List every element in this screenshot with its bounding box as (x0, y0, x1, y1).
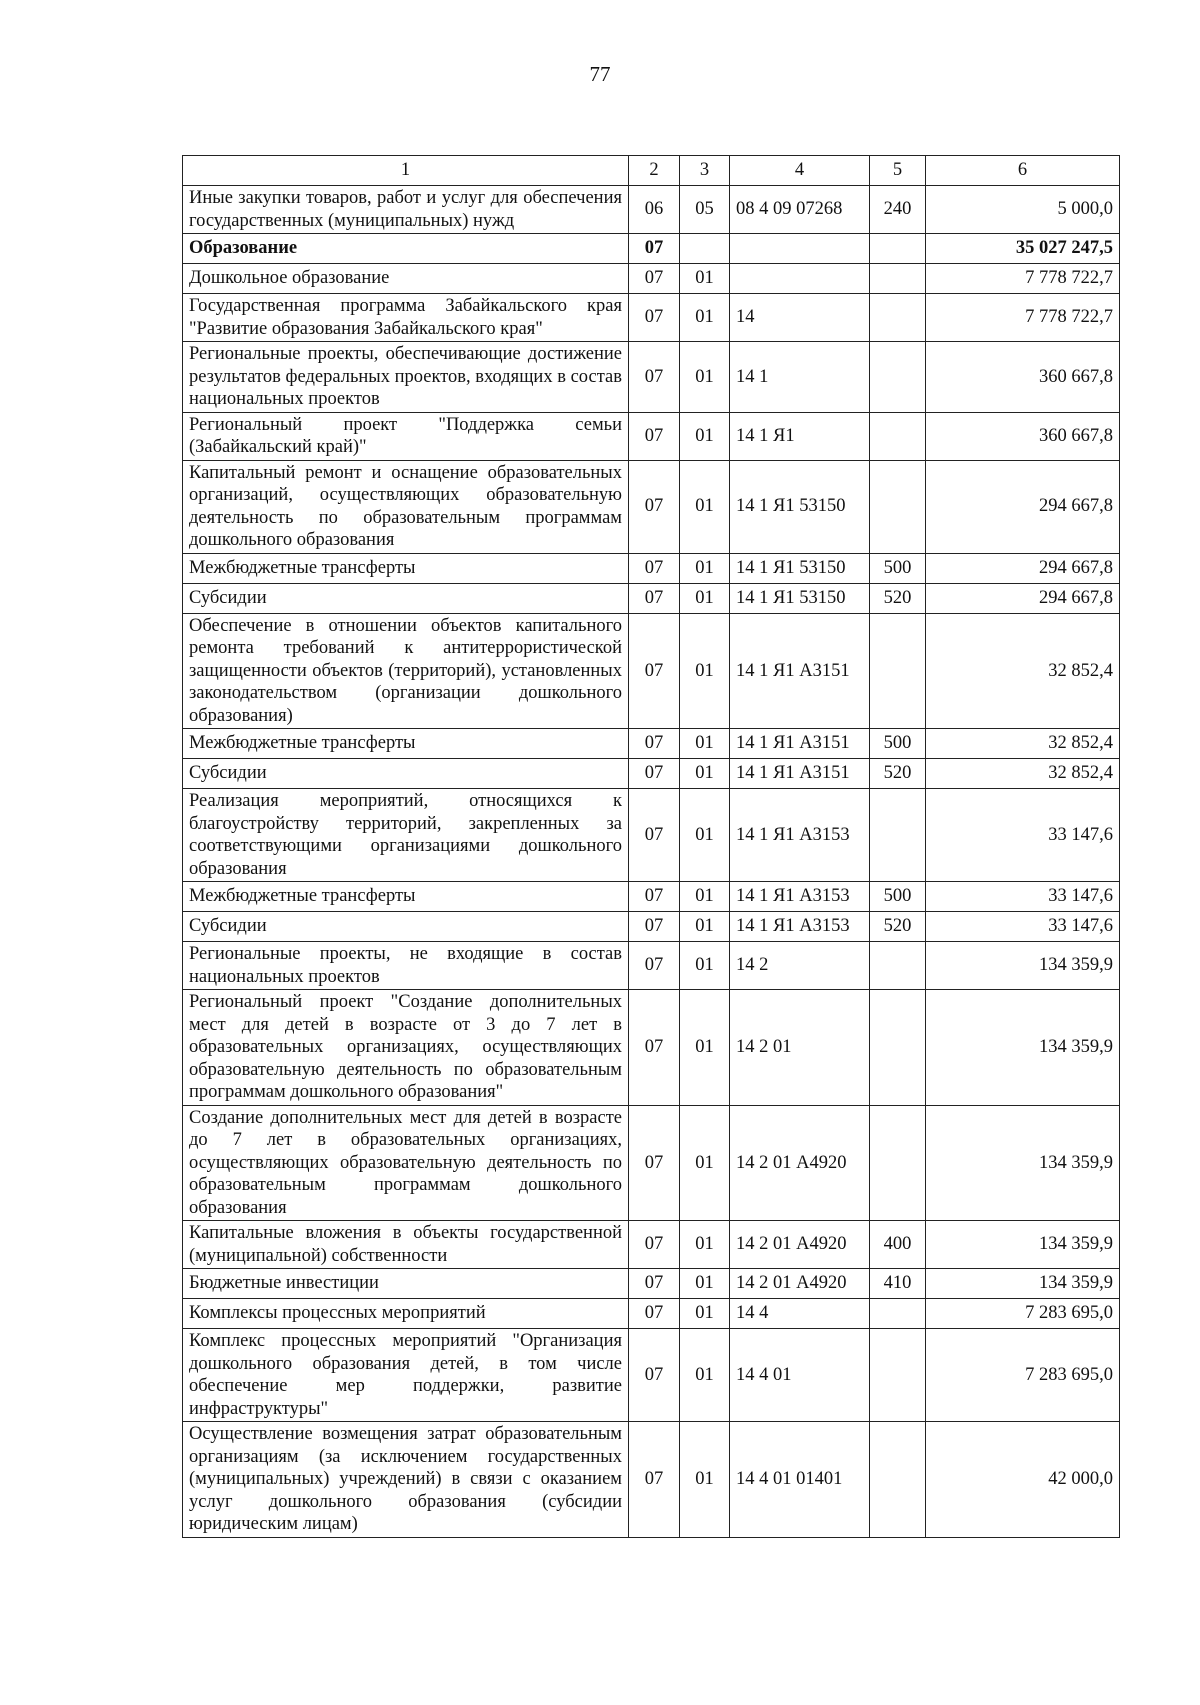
row-subsection (680, 234, 730, 264)
table-row (183, 583, 1120, 613)
row-name: Межбюджетные трансферты (183, 553, 629, 583)
row-expense-type (870, 613, 926, 729)
row-amount: 42 000,0 (926, 1422, 1120, 1538)
row-subsection: 01 (680, 759, 730, 789)
row-expense-type: 500 (870, 553, 926, 583)
header-row (183, 156, 1120, 186)
table-row (183, 1299, 1120, 1329)
row-section: 07 (629, 1329, 680, 1422)
row-section: 07 (629, 1105, 680, 1221)
row-subsection: 01 (680, 882, 730, 912)
row-expense-type: 520 (870, 759, 926, 789)
row-subsection: 01 (680, 294, 730, 342)
header-col-2: 2 (629, 156, 680, 186)
table-row (183, 412, 1120, 460)
row-target-code: 14 4 01 01401 (730, 1422, 870, 1538)
row-target-code: 14 1 Я1 А3153 (730, 789, 870, 882)
row-amount: 7 778 722,7 (926, 294, 1120, 342)
row-expense-type (870, 990, 926, 1106)
row-section: 07 (629, 1299, 680, 1329)
row-subsection: 01 (680, 942, 730, 990)
table-row (183, 264, 1120, 294)
row-name: Региональные проекты, не входящие в состав национальных проектов (183, 942, 629, 990)
row-target-code: 08 4 09 07268 (730, 186, 870, 234)
row-section: 07 (629, 553, 680, 583)
row-amount: 7 283 695,0 (926, 1299, 1120, 1329)
row-name: Обеспечение в отношении объектов капитального ремонта требований к антитеррористической защищенности объектов (территорий), установленных законодательством (организации дошкольного образования) (183, 613, 629, 729)
row-section: 07 (629, 1269, 680, 1299)
row-subsection: 01 (680, 583, 730, 613)
row-expense-type (870, 1299, 926, 1329)
row-target-code: 14 1 Я1 53150 (730, 583, 870, 613)
row-section: 07 (629, 1221, 680, 1269)
header-col-4: 4 (730, 156, 870, 186)
row-name: Образование (183, 234, 629, 264)
table-row (183, 912, 1120, 942)
row-target-code: 14 4 (730, 1299, 870, 1329)
row-expense-type: 410 (870, 1269, 926, 1299)
table-row (183, 759, 1120, 789)
row-section: 07 (629, 942, 680, 990)
row-name: Региональный проект "Поддержка семьи (Забайкальский край)" (183, 412, 629, 460)
budget-table (182, 155, 1120, 1538)
table-row (183, 1269, 1120, 1299)
row-section: 07 (629, 1422, 680, 1538)
row-name: Субсидии (183, 759, 629, 789)
header-col-6: 6 (926, 156, 1120, 186)
page-number: 77 (589, 62, 611, 86)
row-name: Межбюджетные трансферты (183, 729, 629, 759)
table-row (183, 1422, 1120, 1538)
row-section: 07 (629, 342, 680, 413)
row-expense-type (870, 234, 926, 264)
row-target-code: 14 1 Я1 53150 (730, 460, 870, 553)
row-subsection: 01 (680, 1269, 730, 1299)
table-row (183, 342, 1120, 413)
row-expense-type (870, 264, 926, 294)
row-subsection: 05 (680, 186, 730, 234)
row-target-code: 14 2 (730, 942, 870, 990)
row-section: 07 (629, 789, 680, 882)
row-name: Государственная программа Забайкальского края "Развитие образования Забайкальского края" (183, 294, 629, 342)
row-expense-type (870, 1329, 926, 1422)
row-amount: 134 359,9 (926, 942, 1120, 990)
row-target-code: 14 1 Я1 А3151 (730, 613, 870, 729)
row-amount: 360 667,8 (926, 342, 1120, 413)
row-amount: 33 147,6 (926, 789, 1120, 882)
row-target-code: 14 1 Я1 А3151 (730, 729, 870, 759)
row-expense-type (870, 342, 926, 413)
row-target-code: 14 1 Я1 А3153 (730, 882, 870, 912)
row-name: Бюджетные инвестиции (183, 1269, 629, 1299)
table-row (183, 990, 1120, 1106)
row-target-code: 14 2 01 А4920 (730, 1269, 870, 1299)
row-name: Субсидии (183, 583, 629, 613)
row-expense-type (870, 789, 926, 882)
row-target-code: 14 4 01 (730, 1329, 870, 1422)
table-row (183, 186, 1120, 234)
table-row (183, 882, 1120, 912)
table-row (183, 613, 1120, 729)
row-amount: 32 852,4 (926, 729, 1120, 759)
row-subsection: 01 (680, 342, 730, 413)
row-section: 07 (629, 729, 680, 759)
row-section: 07 (629, 912, 680, 942)
row-target-code: 14 1 Я1 А3153 (730, 912, 870, 942)
row-name: Субсидии (183, 912, 629, 942)
table-row (183, 942, 1120, 990)
row-amount: 134 359,9 (926, 990, 1120, 1106)
row-target-code (730, 264, 870, 294)
table-row (183, 729, 1120, 759)
row-name: Реализация мероприятий, относящихся к благоустройству территорий, закрепленных за соответствующими организациями дошкольного образования (183, 789, 629, 882)
row-amount: 134 359,9 (926, 1269, 1120, 1299)
row-expense-type: 500 (870, 882, 926, 912)
row-section: 07 (629, 264, 680, 294)
row-subsection: 01 (680, 912, 730, 942)
table-row (183, 1221, 1120, 1269)
row-section: 07 (629, 234, 680, 264)
row-subsection: 01 (680, 264, 730, 294)
row-amount: 5 000,0 (926, 186, 1120, 234)
row-name: Капитальный ремонт и оснащение образовательных организаций, осуществляющих образовательную деятельность по образовательным программам дошкольного образования (183, 460, 629, 553)
row-name: Капитальные вложения в объекты государственной (муниципальной) собственности (183, 1221, 629, 1269)
row-subsection: 01 (680, 460, 730, 553)
row-section: 07 (629, 294, 680, 342)
row-amount: 360 667,8 (926, 412, 1120, 460)
row-amount: 134 359,9 (926, 1221, 1120, 1269)
row-subsection: 01 (680, 553, 730, 583)
row-section: 07 (629, 990, 680, 1106)
table-row (183, 553, 1120, 583)
row-subsection: 01 (680, 990, 730, 1106)
row-amount: 32 852,4 (926, 759, 1120, 789)
row-name: Иные закупки товаров, работ и услуг для обеспечения государственных (муниципальных) нужд (183, 186, 629, 234)
row-target-code: 14 2 01 (730, 990, 870, 1106)
row-name: Комплексы процессных мероприятий (183, 1299, 629, 1329)
row-target-code (730, 234, 870, 264)
row-expense-type: 400 (870, 1221, 926, 1269)
row-amount: 294 667,8 (926, 553, 1120, 583)
row-expense-type: 520 (870, 912, 926, 942)
header-col-1: 1 (183, 156, 629, 186)
row-name: Дошкольное образование (183, 264, 629, 294)
row-expense-type: 520 (870, 583, 926, 613)
row-amount: 294 667,8 (926, 583, 1120, 613)
row-subsection: 01 (680, 789, 730, 882)
row-subsection: 01 (680, 613, 730, 729)
row-amount: 7 778 722,7 (926, 264, 1120, 294)
table-row (183, 294, 1120, 342)
row-expense-type (870, 460, 926, 553)
row-expense-type (870, 412, 926, 460)
row-section: 07 (629, 759, 680, 789)
row-subsection: 01 (680, 729, 730, 759)
row-expense-type: 240 (870, 186, 926, 234)
row-target-code: 14 1 Я1 53150 (730, 553, 870, 583)
header-col-3: 3 (680, 156, 730, 186)
row-target-code: 14 1 Я1 (730, 412, 870, 460)
row-target-code: 14 2 01 А4920 (730, 1221, 870, 1269)
row-section: 07 (629, 882, 680, 912)
row-name: Региональный проект "Создание дополнительных мест для детей в возрасте от 3 до 7 лет в образовательных организациях, осуществляющих образовательную деятельность по образовательным программам дошкольного образования" (183, 990, 629, 1106)
row-expense-type (870, 1105, 926, 1221)
row-name: Осуществление возмещения затрат образовательным организациям (за исключением государственных (муниципальных) учреждений) в связи с оказанием услуг дошкольного образования (субсидии юридическим лицам) (183, 1422, 629, 1538)
row-amount: 7 283 695,0 (926, 1329, 1120, 1422)
row-expense-type (870, 1422, 926, 1538)
row-amount: 134 359,9 (926, 1105, 1120, 1221)
row-section: 07 (629, 613, 680, 729)
row-section: 07 (629, 460, 680, 553)
row-amount: 35 027 247,5 (926, 234, 1120, 264)
row-subsection: 01 (680, 1299, 730, 1329)
row-subsection: 01 (680, 1105, 730, 1221)
row-name: Региональные проекты, обеспечивающие достижение результатов федеральных проектов, входящих в состав национальных проектов (183, 342, 629, 413)
row-target-code: 14 (730, 294, 870, 342)
table-row (183, 789, 1120, 882)
row-section: 06 (629, 186, 680, 234)
table-row (183, 1105, 1120, 1221)
row-expense-type (870, 942, 926, 990)
table-row (183, 234, 1120, 264)
row-target-code: 14 1 Я1 А3151 (730, 759, 870, 789)
row-name: Межбюджетные трансферты (183, 882, 629, 912)
header-col-5: 5 (870, 156, 926, 186)
row-subsection: 01 (680, 412, 730, 460)
row-target-code: 14 1 (730, 342, 870, 413)
table-row (183, 1329, 1120, 1422)
row-amount: 32 852,4 (926, 613, 1120, 729)
table-row (183, 460, 1120, 553)
row-subsection: 01 (680, 1221, 730, 1269)
row-amount: 33 147,6 (926, 882, 1120, 912)
row-subsection: 01 (680, 1422, 730, 1538)
row-expense-type: 500 (870, 729, 926, 759)
row-amount: 33 147,6 (926, 912, 1120, 942)
row-amount: 294 667,8 (926, 460, 1120, 553)
row-name: Комплекс процессных мероприятий "Организация дошкольного образования детей, в том числе обеспечение мер поддержки, развитие инфраструктуры" (183, 1329, 629, 1422)
row-name: Создание дополнительных мест для детей в возрасте до 7 лет в образовательных организациях, осуществляющих образовательную деятельность по образовательным программам дошкольного образования (183, 1105, 629, 1221)
row-target-code: 14 2 01 А4920 (730, 1105, 870, 1221)
row-subsection: 01 (680, 1329, 730, 1422)
row-section: 07 (629, 412, 680, 460)
row-expense-type (870, 294, 926, 342)
row-section: 07 (629, 583, 680, 613)
